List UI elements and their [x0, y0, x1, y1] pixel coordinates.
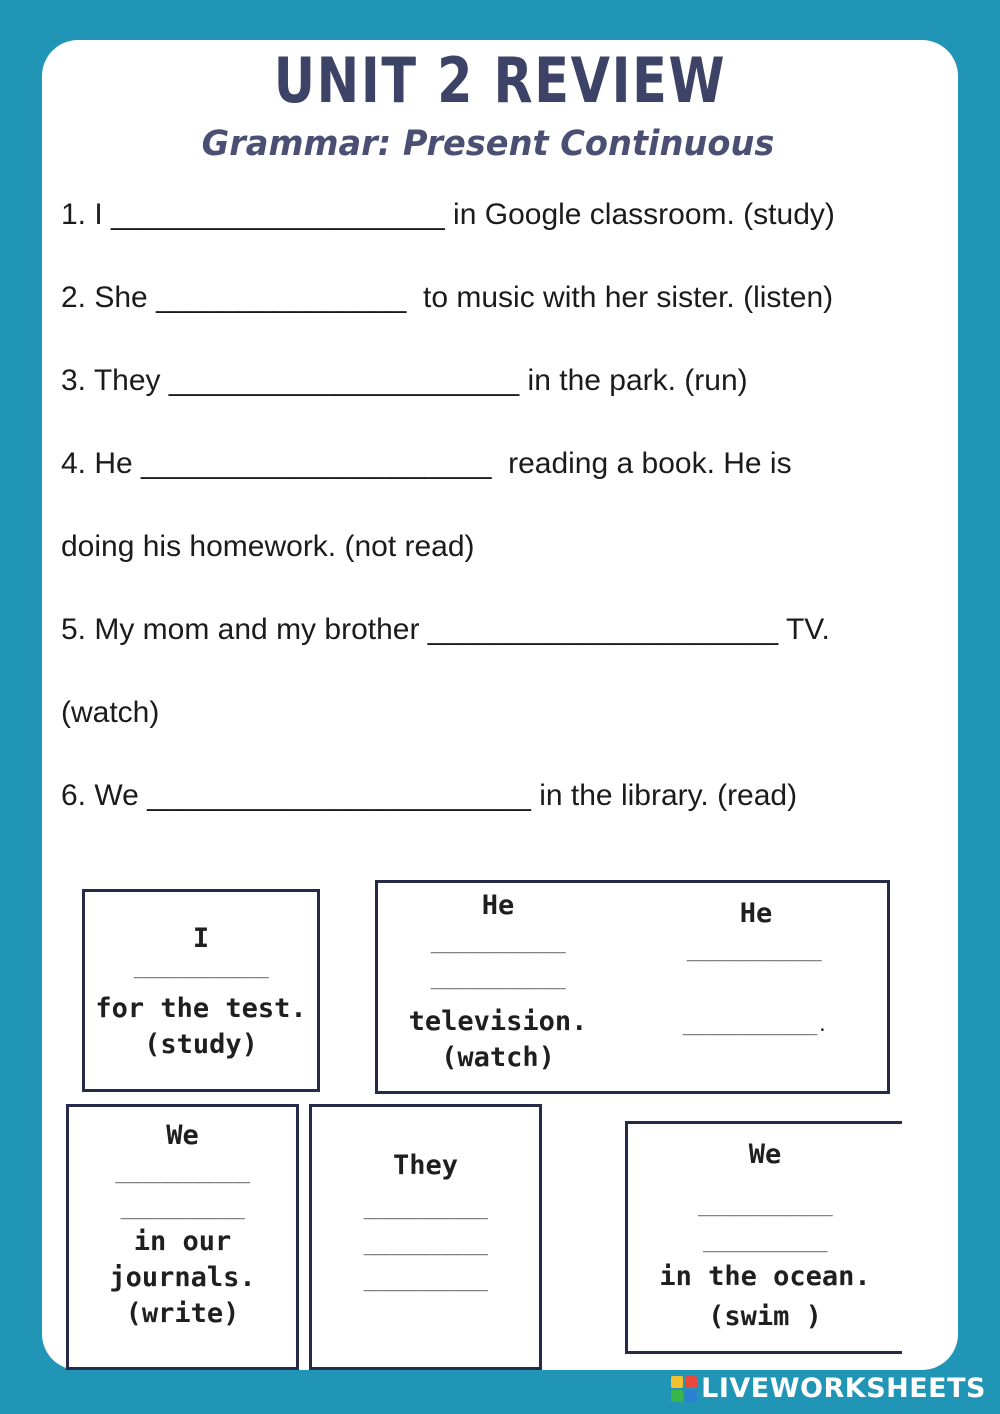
card-subject: I [192, 923, 210, 954]
card-subject: He [739, 898, 773, 929]
card-blank[interactable]: ____________ [363, 1235, 488, 1256]
exercise-line-1: 1. I ____________________ in Google classroom. (study) [61, 198, 835, 231]
exercise-line-4: 4. He _____________________ reading a book. He is [61, 447, 792, 480]
card-verb: (study) [144, 1029, 258, 1060]
card-subject: We [748, 1139, 782, 1170]
card-text: journals. [109, 1262, 256, 1293]
exercise-line-4-cont: doing his homework. (not read) [61, 530, 475, 563]
card-text: in our [133, 1226, 232, 1257]
liveworksheets-brand [671, 1373, 986, 1404]
card-subject: He [481, 890, 515, 921]
card-they [309, 1104, 542, 1370]
card-write [66, 1104, 299, 1370]
card-swim [625, 1121, 902, 1354]
liveworksheets-logo-icon [671, 1376, 697, 1402]
card-blank[interactable]: ____________ [120, 1199, 245, 1220]
card-blank[interactable]: _____________. [682, 1015, 828, 1036]
exercise-line-6: 6. We _______________________ in the library. (read) [61, 779, 798, 812]
page-title: UNIT 2 REVIEW [273, 44, 727, 117]
exercise-line-5: 5. My mom and my brother _____________________ TV. [61, 613, 830, 646]
card-study [82, 889, 320, 1092]
card-subject: They [392, 1150, 459, 1181]
card-watch [375, 880, 890, 1094]
card-subject: We [166, 1120, 199, 1151]
card-blank[interactable]: ____________ [363, 1271, 488, 1292]
card-text: for the test. [95, 993, 307, 1024]
card-blank[interactable]: _____________ [697, 1196, 833, 1217]
page-subtitle: Grammar: Present Continuous [201, 124, 775, 164]
exercise-line-5-cont: (watch) [61, 696, 160, 729]
card-blank[interactable]: ____________ [702, 1232, 828, 1253]
card-blank[interactable]: _____________ [133, 958, 269, 979]
card-blank[interactable]: _____________ [430, 969, 566, 990]
exercise-line-2: 2. She _______________ to music with her sister. (listen) [61, 281, 834, 314]
card-verb: (write) [125, 1298, 240, 1329]
brand-name: LIVEWORKSHEETS [701, 1373, 986, 1404]
exercise-line-3: 3. They _____________________ in the park. (run) [61, 364, 748, 397]
card-blank[interactable]: ____________ [363, 1199, 488, 1220]
card-text: television. [408, 1006, 588, 1037]
card-blank[interactable]: _____________ [430, 933, 566, 954]
card-text: in the ocean. [659, 1261, 871, 1292]
card-blank[interactable]: _____________ [115, 1163, 250, 1184]
card-blank[interactable]: _____________ [686, 941, 822, 962]
card-verb: (swim ) [708, 1301, 822, 1332]
card-verb: (watch) [441, 1042, 555, 1073]
